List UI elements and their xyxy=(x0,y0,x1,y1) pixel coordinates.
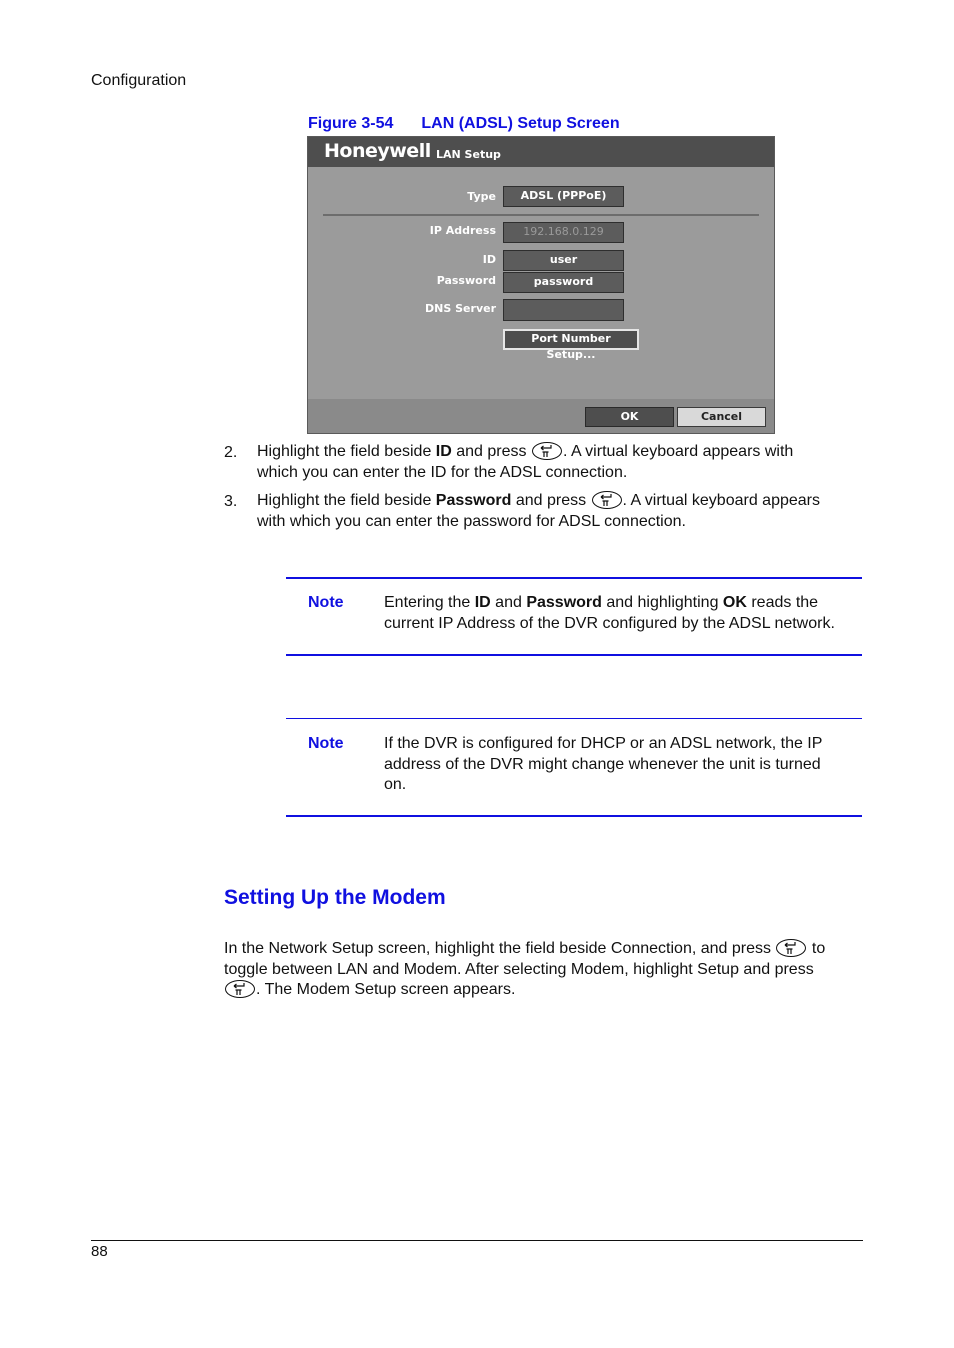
note-bold: Password xyxy=(526,594,602,611)
note-top-rule xyxy=(286,718,862,719)
step-bold: Password xyxy=(435,492,512,509)
ip-address-field: 192.168.0.129 xyxy=(503,222,624,243)
step-bold: ID xyxy=(435,443,452,460)
enter-key-icon xyxy=(592,491,622,509)
page-number: 88 xyxy=(91,1243,108,1260)
note-bottom-rule xyxy=(286,654,862,656)
note-bold: ID xyxy=(474,594,491,611)
step-text-part: Highlight the field beside xyxy=(257,443,436,460)
note-text-part: Entering the xyxy=(384,594,475,611)
section-heading: Setting Up the Modem xyxy=(224,886,446,909)
note-text-part: reads the xyxy=(746,594,819,611)
id-label: ID xyxy=(482,253,496,266)
note-text xyxy=(384,593,862,634)
note-line-1 xyxy=(384,593,862,614)
dns-server-label: DNS Server xyxy=(425,302,496,315)
ip-address-label: IP Address xyxy=(429,224,496,237)
step-number: 2. xyxy=(224,444,238,461)
note-line-1: If the DVR is configured for DHCP or an ADSL network, the IP xyxy=(384,735,823,752)
lan-setup-screenshot xyxy=(307,136,775,434)
enter-key-icon xyxy=(532,442,562,460)
enter-key-icon xyxy=(776,939,806,957)
brand-logo: Honeywell xyxy=(324,140,431,162)
step-line-2: with which you can enter the password for ADSL connection. xyxy=(257,512,686,530)
figure-title: LAN (ADSL) Setup Screen xyxy=(421,115,620,132)
paragraph-line-3 xyxy=(224,980,864,1001)
step-text-part: and press xyxy=(451,443,531,460)
paragraph-line-1 xyxy=(224,939,864,960)
section-paragraph xyxy=(224,939,864,1001)
enter-key-icon xyxy=(225,980,255,998)
paragraph-text-part: In the Network Setup screen, highlight the field beside Connection, and press xyxy=(224,940,771,957)
step-text xyxy=(257,491,857,532)
id-field[interactable]: user xyxy=(503,250,624,271)
note-top-rule xyxy=(286,577,862,579)
separator xyxy=(323,214,759,216)
dns-server-field[interactable] xyxy=(503,299,624,321)
step-number: 3. xyxy=(224,493,238,510)
step-line-1 xyxy=(257,442,857,463)
password-label: Password xyxy=(436,274,496,287)
type-select[interactable]: ADSL (PPPoE) xyxy=(503,186,624,207)
ok-button[interactable]: OK xyxy=(585,407,674,427)
step-line-2: which you can enter the ID for the ADSL connection. xyxy=(257,463,628,481)
note-line-2: address of the DVR might change whenever the unit is turned xyxy=(384,755,821,773)
step-text-part: . A virtual keyboard appears with xyxy=(562,443,794,460)
note-label: Note xyxy=(308,735,344,752)
step-text-part: and press xyxy=(511,492,591,509)
note-bold: OK xyxy=(722,594,747,611)
step-text-part: . A virtual keyboard appears xyxy=(622,492,820,509)
note-text-part: and xyxy=(490,594,527,611)
figure-caption xyxy=(308,115,620,133)
note-bottom-rule xyxy=(286,815,862,817)
paragraph-line-2: toggle between LAN and Modem. After selecting Modem, highlight Setup and press xyxy=(224,960,814,978)
figure-number: Figure 3-54 xyxy=(308,115,394,132)
note-text xyxy=(384,734,862,796)
cancel-button[interactable]: Cancel xyxy=(677,407,766,427)
screen-title: LAN Setup xyxy=(436,148,501,161)
step-text-part: Highlight the field beside xyxy=(257,492,436,509)
paragraph-text-part: to xyxy=(811,940,826,957)
type-label: Type xyxy=(467,190,496,203)
password-field[interactable]: password xyxy=(503,272,624,293)
step-text xyxy=(257,442,857,483)
note-line-2: current IP Address of the DVR configured by the ADSL network. xyxy=(384,614,835,632)
step-line-1 xyxy=(257,491,857,512)
footer-rule xyxy=(91,1240,863,1241)
note-text-part: and highlighting xyxy=(601,594,723,611)
port-number-setup-button[interactable]: Port Number Setup... xyxy=(503,329,639,350)
running-header: Configuration xyxy=(91,72,187,89)
paragraph-text-part: . The Modem Setup screen appears. xyxy=(256,981,516,998)
note-label: Note xyxy=(308,594,344,611)
note-line-3: on. xyxy=(384,776,407,793)
